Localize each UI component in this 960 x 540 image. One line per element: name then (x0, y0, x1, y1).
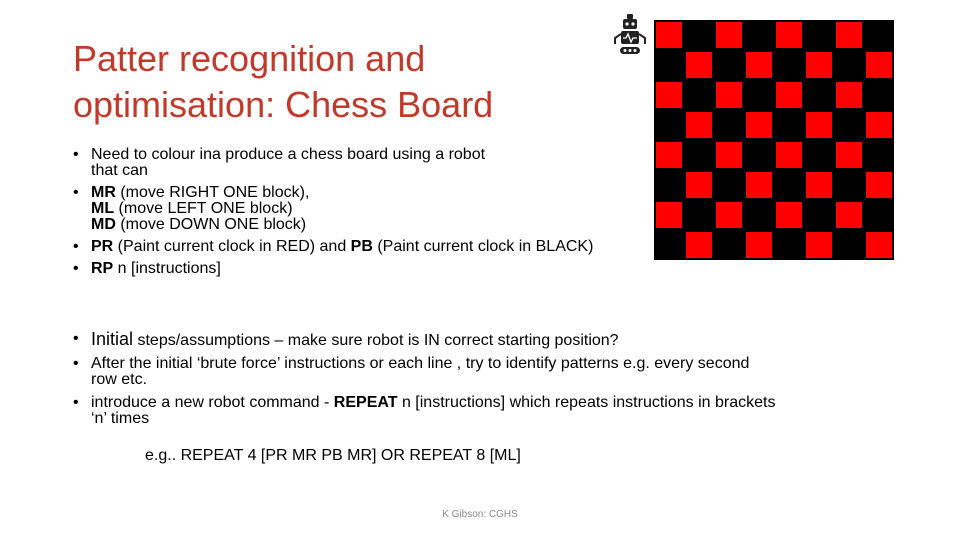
title-line-1: Patter recognition and (73, 38, 426, 79)
command-desc: (move RIGHT ONE block), (115, 184, 310, 201)
board-square-red (654, 80, 684, 110)
board-square-black (834, 170, 864, 200)
board-square-black (714, 230, 744, 260)
board-square-red (774, 80, 804, 110)
board-square-red (714, 140, 744, 170)
command-mr: MR (91, 184, 116, 201)
board-square-red (834, 140, 864, 170)
bullet-text: steps/assumptions – make sure robot is IN correct starting position? (133, 332, 619, 349)
board-square-red (774, 140, 804, 170)
bullet-repeat-command (73, 261, 673, 277)
board-square-black (684, 200, 714, 230)
board-square-red (744, 110, 774, 140)
board-square-black (744, 140, 774, 170)
board-square-black (834, 230, 864, 260)
board-square-red (654, 20, 684, 50)
board-square-black (684, 140, 714, 170)
board-square-red (714, 200, 744, 230)
board-square-black (714, 50, 744, 80)
bullet-repeat (73, 395, 893, 427)
chess-board (654, 20, 894, 260)
board-square-black (864, 80, 894, 110)
board-square-red (744, 50, 774, 80)
board-square-red (744, 230, 774, 260)
bullet-text: n [instructions] which repeats instructions in brackets (397, 394, 776, 411)
board-square-black (834, 50, 864, 80)
board-square-black (834, 110, 864, 140)
board-square-red (804, 50, 834, 80)
bullet-initial (73, 331, 893, 349)
board-square-black (714, 170, 744, 200)
board-square-black (654, 50, 684, 80)
command-rp: RP (91, 260, 114, 277)
board-square-red (834, 200, 864, 230)
board-square-black (774, 50, 804, 80)
board-square-red (684, 50, 714, 80)
command-desc: (Paint current clock in BLACK) (372, 238, 594, 255)
board-square-red (864, 50, 894, 80)
board-square-black (774, 170, 804, 200)
command-desc: n [instructions] (113, 260, 221, 277)
board-square-red (684, 110, 714, 140)
bullet-move-commands (73, 185, 673, 233)
bullet-patterns (73, 356, 893, 388)
example-code: e.g.. REPEAT 4 [PR MR PB MR] OR REPEAT 8 [ML] (145, 447, 521, 464)
initial-word: Initial (91, 329, 134, 349)
board-square-red (684, 170, 714, 200)
board-square-red (864, 110, 894, 140)
board-square-red (864, 170, 894, 200)
bullet-task (73, 147, 673, 179)
command-repeat: REPEAT (333, 394, 398, 411)
command-ml: ML (91, 200, 115, 217)
board-square-black (744, 80, 774, 110)
footer-credit: K Gibson: CGHS (442, 509, 518, 520)
title-line-2: optimisation: Chess Board (73, 84, 494, 125)
command-desc: (move DOWN ONE block) (115, 216, 307, 233)
board-square-black (774, 110, 804, 140)
board-square-black (684, 80, 714, 110)
board-square-black (714, 110, 744, 140)
board-square-black (744, 20, 774, 50)
board-square-red (834, 80, 864, 110)
board-square-red (804, 110, 834, 140)
instruction-list (73, 147, 673, 283)
board-square-black (804, 140, 834, 170)
command-desc: (Paint current clock in RED) and (113, 238, 351, 255)
board-square-red (864, 230, 894, 260)
bullet-text: ‘n’ times (91, 410, 150, 427)
command-pb: PB (350, 238, 373, 255)
board-square-red (774, 200, 804, 230)
bullet-text: introduce a new robot command - (91, 394, 334, 411)
slide-title (73, 36, 593, 128)
board-square-black (804, 200, 834, 230)
bullet-text: that can (91, 162, 148, 179)
board-square-red (804, 230, 834, 260)
board-square-black (774, 230, 804, 260)
robot-icon (612, 14, 648, 56)
board-square-red (714, 20, 744, 50)
board-square-black (684, 20, 714, 50)
bullet-text: • Need to colour ina produce a chess board using a robot (91, 146, 486, 163)
board-square-red (774, 20, 804, 50)
board-square-red (714, 80, 744, 110)
board-square-red (684, 230, 714, 260)
board-square-black (864, 140, 894, 170)
bullet-text: • After the initial ‘brute force’ instructions or each line , try to identify patterns e.g. every second (91, 355, 750, 372)
command-pr: PR (91, 238, 114, 255)
board-square-red (834, 20, 864, 50)
board-square-black (864, 20, 894, 50)
bullet-text: row etc. (91, 371, 148, 388)
board-square-black (744, 200, 774, 230)
board-square-red (804, 170, 834, 200)
strategy-list (73, 331, 893, 434)
board-square-black (804, 80, 834, 110)
board-square-black (864, 200, 894, 230)
command-md: MD (91, 216, 116, 233)
bullet-paint-commands (73, 239, 673, 255)
board-square-black (804, 20, 834, 50)
command-desc: (move LEFT ONE block) (114, 200, 293, 217)
board-square-red (744, 170, 774, 200)
board-square-black (654, 110, 684, 140)
